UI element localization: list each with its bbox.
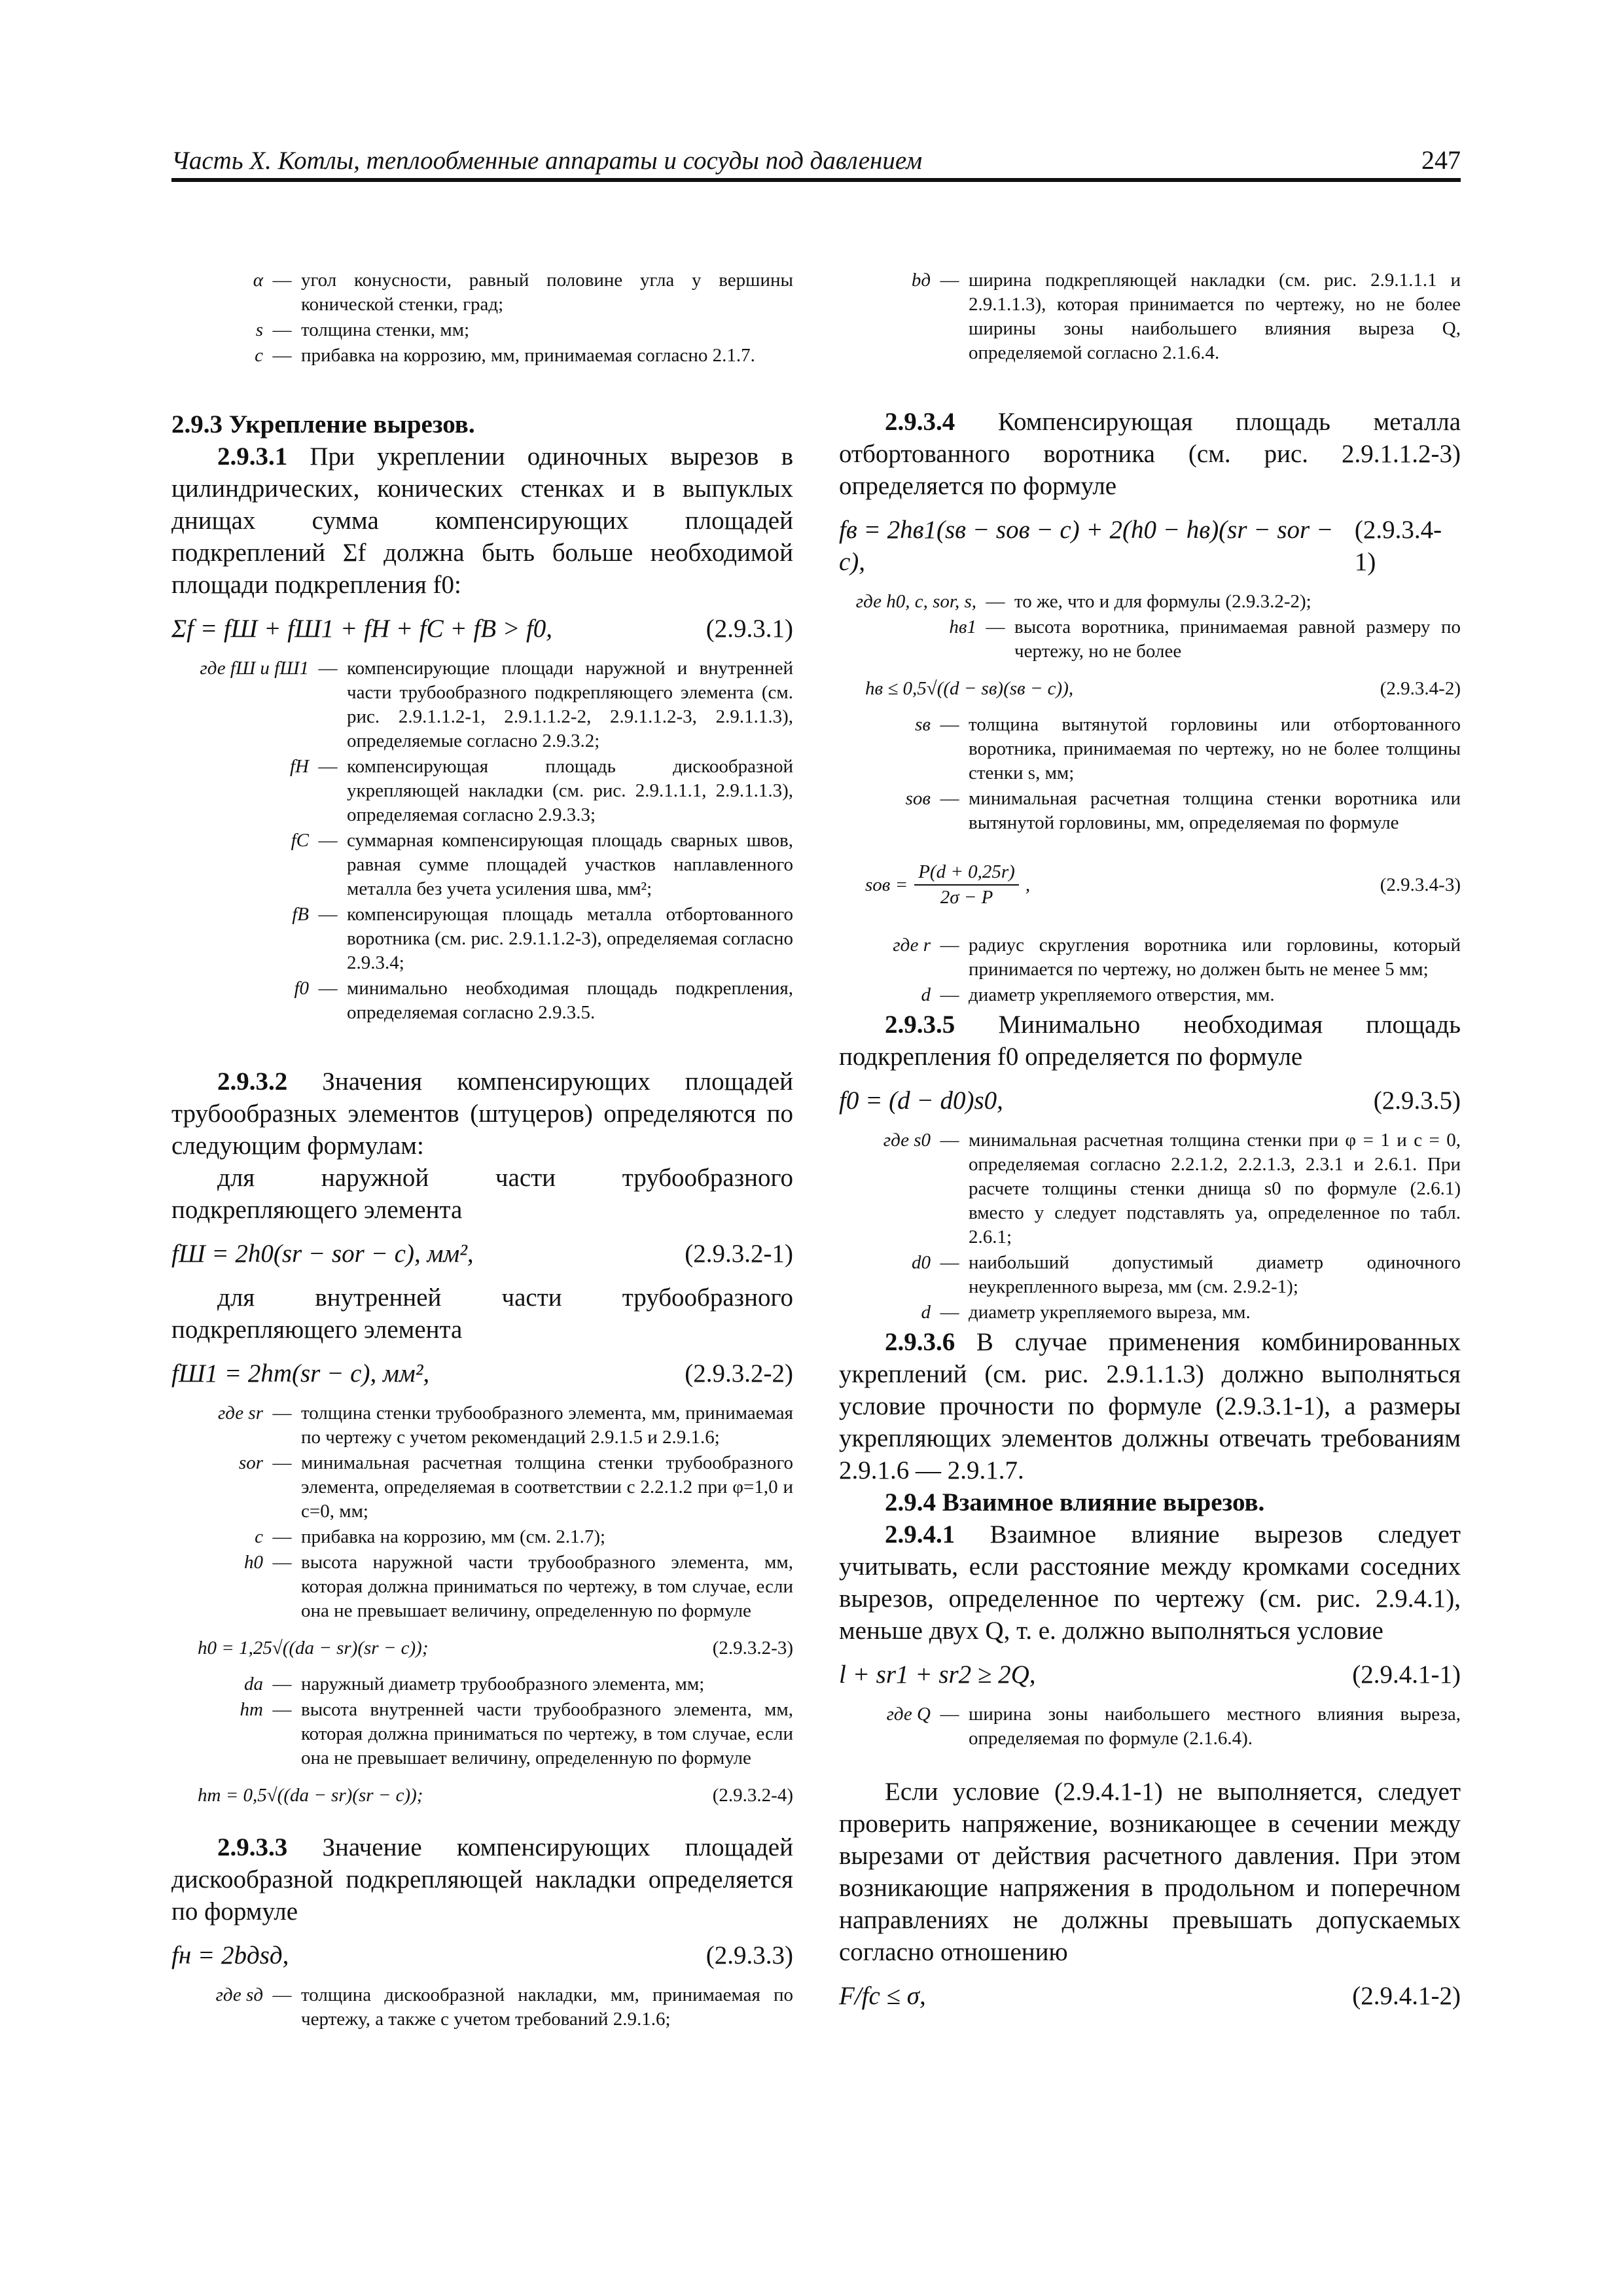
definition-dash: — — [940, 1130, 959, 1151]
definition-dash: — — [940, 1704, 959, 1725]
defs-2-9-3-4c — [839, 933, 1461, 1007]
right-column — [839, 268, 1461, 2012]
definition-text: ширина подкрепляющей накладки (см. рис. 2.9.1.1.1 и 2.9.1.1.3), которая принимается по чертежу, но не более ширины зоны наибольшего влияния выреза Q, определяемой согласно 2.1.6.4. — [969, 270, 1461, 363]
definition-text: минимальная расчетная толщина стенки трубообразного элемента, определяемая в соответствии с 2.2.1.2 при φ=1,0 и c=0, мм; — [301, 1452, 793, 1522]
definition-dash: — — [986, 617, 1005, 637]
definition-text: высота внутренней части трубообразного элемента, мм, которая должна приниматься по чертежу, в том случае, если она не превышает величину, определенную по формуле — [301, 1699, 793, 1768]
defs-2-9-3-1 — [171, 656, 793, 1025]
definition-symbol: d — [921, 984, 931, 1005]
definition-symbol: c — [255, 345, 263, 366]
definition-symbol: c — [255, 1526, 263, 1547]
definition-text: ширина зоны наибольшего местного влияния выреза, определяемая по формуле (2.1.6.4). — [969, 1704, 1461, 1749]
para-2-9-3-6: 2.9.3.6 В случае применения комбинированных укреплений (см. рис. 2.9.1.1.3) должно выполняться условие прочности по формуле (2.9.3.1-1), а размеры укрепляющих элементов должны отвечать требованиям 2.9.1.6 — 2.9.1.7. — [839, 1328, 1461, 1484]
definition-symbol: α — [253, 270, 263, 291]
definition-item — [171, 829, 793, 901]
definition-text: минимальная расчетная толщина стенки при φ = 1 и c = 0, определяемая согласно 2.2.1.2, 2.2.1.3, 2.3.1 и 2.6.1. При расчете толщины стенки днища s0 по формуле (2.6.1) вместо y следует подставлять ya, определенное по табл. 2.6.1; — [969, 1130, 1461, 1247]
definition-text: суммарная компенсирующая площадь сварных швов, равная сумме площадей участков наплавленного металла без учета усиления шва, мм²; — [347, 830, 793, 899]
definition-dash: — — [272, 1526, 292, 1547]
defs-top-left — [171, 268, 793, 368]
para-2-9-3-4: 2.9.3.4 Компенсирующая площадь металла отбортованного воротника (см. рис. 2.9.1.1.2-3) определяется по формуле — [839, 408, 1461, 500]
definition-symbol: где sr — [217, 1403, 263, 1424]
definition-dash: — — [940, 788, 959, 809]
formula-2-9-3-3: fн = 2bдsд, (2.9.3.3) — [171, 1941, 793, 1969]
definition-symbol: s — [255, 319, 263, 340]
definition-dash: — — [986, 591, 1005, 612]
para-2-9-4-1: 2.9.4.1 Взаимное влияние вырезов следует учитывать, если расстояние между кромками соседних вырезов, определенное по чертежу (см. рис. 2.9.4.1), меньше двух Q, т. е. должно выполняться условие — [839, 1520, 1461, 1645]
definition-dash: — — [318, 756, 338, 777]
definition-item — [171, 1672, 793, 1696]
definition-text: прибавка на коррозию, мм (см. 2.1.7); — [301, 1526, 606, 1547]
para-outer-part: для наружной части трубообразного подкрепляющего элемента — [171, 1164, 793, 1224]
definition-text: высота наружной части трубообразного элемента, мм, которая должна приниматься по чертежу, в том случае, если она не превышает величину, определенную по формуле — [301, 1552, 793, 1621]
definition-symbol: hв1 — [949, 617, 976, 637]
definition-text: компенсирующая площадь дискообразной укрепляющей накладки (см. рис. 2.9.1.1.1, 2.9.1.1.3), определяемая согласно 2.9.3.3; — [347, 756, 793, 825]
definition-item — [839, 1300, 1461, 1325]
formula-2-9-3-1: Σf = fШ + fШ1 + fН + fС + fВ > f0, (2.9.3.1) — [171, 615, 793, 643]
running-header-title: Часть X. Котлы, теплообменные аппараты и сосуды под давлением — [171, 147, 923, 175]
definition-symbol: f0 — [294, 978, 309, 999]
para-2-9-3-1: 2.9.3.1 При укреплении одиночных вырезов в цилиндрических, конических стенках и в выпуклых днищах сумма компенсирующих площадей подкреплений Σf должна быть больше необходимой площади подкрепления f0: — [171, 442, 794, 599]
definition-item — [839, 1251, 1461, 1299]
definition-item — [839, 787, 1461, 835]
definition-text: угол конусности, равный половине угла у вершины конической стенки, град; — [301, 270, 793, 315]
defs-2-9-3-5 — [839, 1128, 1461, 1325]
para-2-9-3-3: 2.9.3.3 Значение компенсирующих площадей дискообразной подкрепляющей накладки определяется по формуле — [171, 1833, 793, 1926]
section-2-9-3-title: 2.9.3 Укрепление вырезов. — [171, 410, 475, 439]
definition-symbol: sов — [905, 788, 931, 809]
definition-symbol: где Q — [886, 1704, 931, 1725]
definition-dash: — — [318, 978, 338, 999]
definition-item — [839, 615, 1461, 664]
definition-symbol: где r — [893, 935, 931, 956]
definition-item — [839, 590, 1461, 614]
formula-2-9-3-4-1: fв = 2hв1(sв − sов − c) + 2(h0 − hв)(sr − sor − c), (2.9.3.4-1) — [839, 516, 1442, 576]
definition-symbol: fН — [290, 756, 309, 777]
definition-text: минимально необходимая площадь подкрепления, определяемая согласно 2.9.3.5. — [347, 978, 793, 1023]
definition-symbol: где fШ и fШ1 — [200, 658, 309, 679]
definition-text: диаметр укрепляемого отверстия, мм. — [969, 984, 1275, 1005]
definition-item — [171, 1698, 793, 1770]
formula-2-9-3-4-2: hв ≤ 0,5√((d − sв)(sв − c)), (2.9.3.4-2) — [865, 678, 1461, 699]
formula-2-9-3-4-3: sов = $\frac{P(d + 0,25r)}{2\sigma - P}$ , (2.9.3.4-3) — [865, 861, 1461, 908]
definition-symbol: h0 — [244, 1552, 263, 1573]
definition-dash: — — [272, 345, 292, 366]
formula-2-9-3-2-4: hm = 0,5√((da − sr)(sr − c)); (2.9.3.2-4) — [198, 1785, 793, 1806]
definition-dash: — — [272, 1552, 292, 1573]
definition-dash: — — [272, 1984, 292, 2005]
definition-symbol: d — [921, 1302, 931, 1323]
definition-dash: — — [940, 714, 959, 735]
page-number: 247 — [1421, 145, 1461, 175]
section-2-9-4-title: 2.9.4 Взаимное влияние вырезов. — [885, 1488, 1265, 1516]
definition-item — [839, 1128, 1461, 1249]
definition-item — [171, 755, 793, 827]
definition-symbol: hm — [240, 1699, 263, 1720]
formula-2-9-3-5: f0 = (d − d0)s0, (2.9.3.5) — [839, 1086, 1461, 1115]
definition-dash: — — [318, 904, 338, 925]
definition-item — [171, 1401, 793, 1450]
definition-item — [171, 1451, 793, 1524]
definition-text: наибольший допустимый диаметр одиночного неукрепленного выреза, мм (см. 2.9.2-1); — [969, 1252, 1461, 1297]
definition-text: прибавка на коррозию, мм, принимаемая согласно 2.1.7. — [301, 345, 755, 366]
para-2-9-4-1-cont: Если условие (2.9.4.1-1) не выполняется, следует проверить напряжение, возникающее в сечении между вырезами от действия расчетного давления. При этом возникающие напряжения в продольном и поперечном направлениях не должны превышать допускаемых согласно отношению — [839, 1778, 1461, 1966]
formula-2-9-4-1-2: F/fc ≤ σ, (2.9.4.1-2) — [839, 1982, 1461, 2010]
definition-symbol: bд — [911, 270, 931, 291]
definition-item — [171, 268, 793, 317]
defs-top-right — [839, 268, 1461, 365]
definition-item — [171, 1551, 793, 1623]
definition-symbol: da — [244, 1674, 263, 1695]
definition-symbol: где s0 — [883, 1130, 931, 1151]
definition-item — [171, 1525, 793, 1549]
defs-2-9-3-2 — [171, 1401, 793, 1623]
definition-dash: — — [272, 1403, 292, 1424]
definition-dash: — — [940, 935, 959, 956]
para-2-9-3-2: 2.9.3.2 Значения компенсирующих площадей трубообразных элементов (штуцеров) определяются по следующим формулам: — [171, 1067, 794, 1160]
header-rule — [171, 178, 1461, 182]
definition-dash: — — [272, 319, 292, 340]
definition-dash: — — [272, 1452, 292, 1473]
formula-2-9-3-2-1: fШ = 2h0(sr − sor − c), мм², (2.9.3.2-1) — [171, 1240, 793, 1268]
definition-item — [171, 977, 793, 1025]
formula-2-9-3-2-2: fШ1 = 2hm(sr − c), мм², (2.9.3.2-2) — [171, 1359, 793, 1388]
defs-2-9-3-2b — [171, 1672, 793, 1770]
definition-dash: — — [272, 1674, 292, 1695]
definition-dash: — — [272, 1699, 292, 1720]
definition-text: толщина дискообразной накладки, мм, принимаемая по чертежу, а также с учетом требований 2.9.1.6; — [301, 1984, 793, 2030]
definition-item — [839, 933, 1461, 982]
para-inner-part: для внутренней части трубообразного подкрепляющего элемента — [171, 1283, 793, 1344]
definition-item — [171, 344, 793, 368]
definition-dash: — — [318, 830, 338, 851]
definition-dash: — — [940, 270, 959, 291]
definition-text: диаметр укрепляемого выреза, мм. — [969, 1302, 1251, 1323]
definition-symbol: sв — [915, 714, 931, 735]
definition-dash: — — [272, 270, 292, 291]
defs-2-9-3-4b — [839, 713, 1461, 835]
defs-2-9-4-1 — [839, 1702, 1461, 1751]
definition-symbol: sor — [238, 1452, 263, 1473]
definition-dash: — — [940, 1252, 959, 1273]
definition-text: минимальная расчетная толщина стенки воротника или вытянутой горловины, мм, определяемая по формуле — [969, 788, 1461, 833]
para-2-9-3-5: 2.9.3.5 Минимально необходимая площадь подкрепления f0 определяется по формуле — [839, 1011, 1461, 1071]
formula-2-9-4-1-1: l + sr1 + sr2 ≥ 2Q, (2.9.4.1-1) — [839, 1660, 1461, 1689]
definition-item — [171, 656, 793, 753]
definition-text: толщина стенки трубообразного элемента, мм, принимаемая по чертежу с учетом рекомендаций 2.9.1.5 и 2.9.1.6; — [301, 1403, 793, 1448]
definition-item — [839, 268, 1461, 365]
definition-symbol: fС — [291, 830, 309, 851]
definition-dash: — — [940, 984, 959, 1005]
definition-symbol: где h0, c, sor, s, — [855, 591, 976, 612]
definition-dash: — — [318, 658, 338, 679]
definition-text: наружный диаметр трубообразного элемента, мм; — [301, 1674, 705, 1695]
defs-2-9-3-4 — [839, 590, 1461, 664]
left-column — [171, 268, 793, 2033]
definition-item — [839, 713, 1461, 785]
definition-text: радиус скругления воротника или горловины, который принимается по чертежу, но должен быть не менее 5 мм; — [969, 935, 1461, 980]
definition-item — [839, 983, 1461, 1007]
formula-2-9-3-2-3: h0 = 1,25√((da − sr)(sr − c)); (2.9.3.2-3) — [198, 1638, 793, 1659]
definition-text: толщина вытянутой горловины или отбортованного воротника, принимаемая по чертежу, но не более толщины стенки s, мм; — [969, 714, 1461, 783]
defs-2-9-3-3 — [171, 1983, 793, 2032]
definition-symbol: fВ — [292, 904, 309, 925]
definition-text: толщина стенки, мм; — [301, 319, 470, 340]
definition-symbol: d0 — [912, 1252, 931, 1273]
definition-text: компенсирующие площади наружной и внутренней части трубообразного подкрепляющего элемента (см. рис. 2.9.1.1.2-1, 2.9.1.1.2-2, 2.9.1.1.2-3, 2.9.1.1.3), определяемые согласно 2.9.3.2; — [347, 658, 793, 751]
running-header — [171, 141, 1461, 181]
definition-text: компенсирующая площадь металла отбортованного воротника (см. рис. 2.9.1.1.2-3), определяемая согласно 2.9.3.4; — [347, 904, 793, 973]
definition-dash: — — [940, 1302, 959, 1323]
definition-symbol: где sд — [215, 1984, 263, 2005]
definition-item — [171, 903, 793, 975]
definition-item — [839, 1702, 1461, 1751]
definition-item — [171, 1983, 793, 2032]
definition-text: то же, что и для формулы (2.9.3.2-2); — [1014, 591, 1311, 612]
definition-item — [171, 318, 793, 342]
definition-text: высота воротника, принимаемая равной размеру по чертежу, но не более — [1014, 617, 1461, 662]
